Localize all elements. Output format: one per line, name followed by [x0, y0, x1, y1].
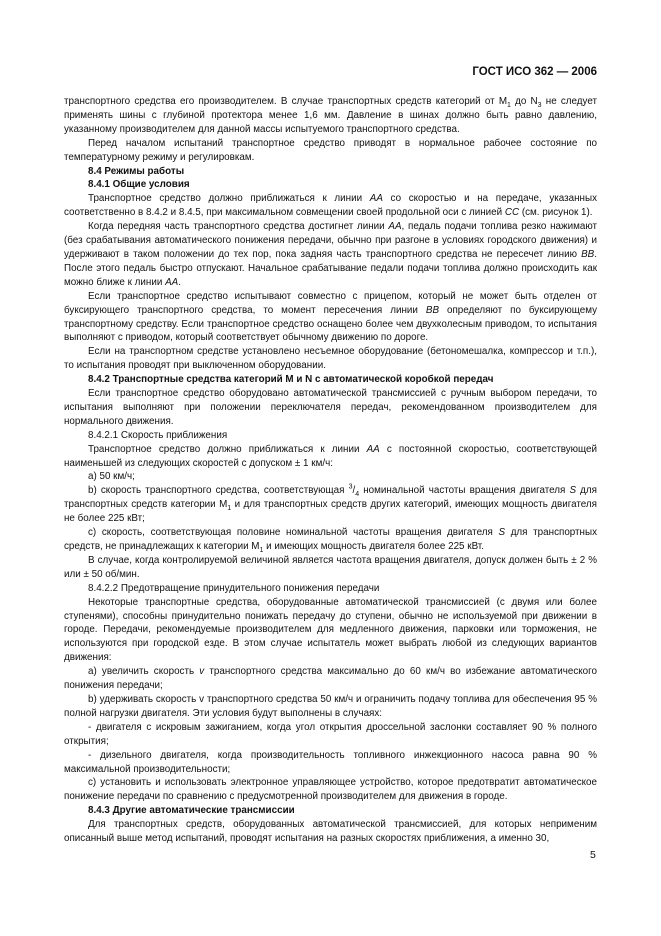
- line-label: CC: [504, 207, 520, 219]
- list-item-a: а) 50 км/ч;: [88, 471, 135, 483]
- line-label: BB: [581, 248, 595, 260]
- paragraph-manual-selection: Если транспортное средство оборудовано автоматической трансмиссией с ручным выбором передачи, то испытания выполняют при положении переключателя передач, рекомендованном производителем для нормального движения.: [64, 388, 597, 427]
- list-item-c: [64, 526, 597, 554]
- text: b) скорость транспортного средства, соответствующая: [88, 485, 349, 497]
- option-c: с) установить и использовать электронное управляющее устройство, которое предотвратит автоматическое понижение передачи по сравнению с предусмотренной производителем для движения в городе.: [64, 777, 597, 803]
- text: Транспортное средство должно приближаться к линии: [88, 193, 370, 205]
- text: Транспортное средство должно приближаться к линии: [88, 443, 367, 455]
- paragraph-trailer: [64, 290, 597, 346]
- line-label: AA: [369, 193, 383, 205]
- text: (см. рисунок 1).: [519, 207, 593, 219]
- page-header: ГОСТ ИСО 362 — 2006: [472, 66, 597, 78]
- text: а) увеличить скорость: [88, 666, 200, 678]
- option-a: [64, 665, 597, 693]
- text: со скоростью и на передаче, указанных соответственно в 8.4.2 и 8.4.5, при максимальном совмещении своей продольной оси с линией: [64, 193, 597, 219]
- paragraph-tolerance: В случае, когда контролируемой величиной является частота вращения двигателя, допуск должен быть ± 2 % или ± 50 об/мин.: [64, 554, 597, 580]
- subscript: 1: [259, 546, 264, 554]
- text: для транспортных средств, не принадлежащих к категории М: [64, 527, 597, 552]
- heading-8-4-3: 8.4.3 Другие автоматические трансмиссии: [88, 805, 295, 817]
- heading-8-4-1: 8.4.1 Общие условия: [88, 179, 190, 191]
- fraction-denominator: 4: [355, 491, 360, 499]
- text: номинальной частоты вращения двигателя: [359, 485, 570, 497]
- symbol: v: [199, 666, 205, 678]
- paragraph-pedal: [64, 220, 597, 290]
- subscript: 1: [507, 101, 511, 109]
- fraction-slash: /: [352, 485, 356, 497]
- text: Если транспортное средство испытывают совместно с прицепом, который не может быть отделен от буксирующего транспортного средства, то момент пересечения линии: [64, 290, 597, 316]
- fraction-numerator: 3: [348, 484, 353, 492]
- heading-8-4-2: 8.4.2 Транспортные средства категорий М и N с автоматической коробкой передач: [88, 374, 494, 386]
- list-item-b: [64, 484, 597, 526]
- text: не следует применять шины с глубиной протектора менее 1,6 мм. Давление в шинах должно быть равно давлению, указанному производителем для данной массы испытуемого транспортного средства.: [64, 96, 597, 135]
- page-content: [64, 95, 597, 846]
- subscript: 3: [537, 101, 542, 109]
- line-label: AA: [388, 221, 402, 233]
- subscript: 1: [227, 505, 232, 513]
- line-label: AA: [165, 276, 179, 288]
- paragraph-kickdown: Некоторые транспортные средства, оборудованные автоматической трансмиссией (с двумя или более ступенями), способны принудительно понижать передачу до ступени, обычно не используемой при движении в городе. Передачи, рекомендуемые производителем для медленного движения, парковки или торможения, не используются при городской езде. В этом случае испытатель может выбрать любой из следующих вариантов движения:: [64, 596, 597, 664]
- text: транспортного средства его производителем. В случае транспортных средств категорий от М: [64, 96, 508, 107]
- symbol: S: [498, 527, 506, 539]
- symbol: S: [569, 485, 577, 497]
- text: .: [178, 276, 181, 288]
- heading-8-4-2-1: 8.4.2.1 Скорость приближения: [88, 429, 228, 441]
- text: транспортного средства максимально до 60 км/ч во избежание автоматического понижения передачи;: [64, 666, 597, 692]
- paragraph-approach: [64, 192, 597, 220]
- text: . После этого педаль быстро отпускают. Начальное срабатывание педали подачи топлива должно происходить как можно ближе к линии: [64, 248, 597, 288]
- text: , педаль подачи топлива резко нажимают (без срабатывания автоматического понижения передачи, обычно при разгоне в условиях городского движения) и удерживают в таком положении до тех пор, пока задняя часть транспортного средства не пересечет линию: [64, 221, 597, 260]
- line-label: BB: [425, 304, 440, 316]
- paragraph-other-transmissions: Для транспортных средств, оборудованных автоматической трансмиссией, для которых неприменим описанный выше метод испытаний, проводят испытания на разных скоростях приближения, а именно 30,: [64, 819, 597, 845]
- text: и имеющих мощность двигателя более 225 кВт.: [263, 541, 484, 552]
- paragraph-preparation: Перед началом испытаний транспортное средство приводят в нормальное рабочее состояние по температурному режиму и регулировкам.: [64, 137, 597, 163]
- text: с) скорость, соответствующая половине номинальной частоты вращения двигателя: [88, 527, 499, 539]
- text: и для транспортных средств других категорий, имеющих мощность двигателя не более 225 кВт;: [64, 499, 597, 525]
- option-b-diesel: - дизельного двигателя, когда производительность топливного инжекционного насоса равна 90 % максимальной производительности;: [64, 749, 597, 775]
- option-b-spark-ignition: - двигателя с искровым зажиганием, когда угол открытия дроссельной заслонки составляет 90 % полного открытия;: [64, 721, 597, 747]
- paragraph-tires: [64, 95, 597, 137]
- text: с постоянной скоростью, соответствующей наименьшей из следующих скоростей с допуском ± 1 км/ч:: [64, 443, 597, 469]
- text: определяют по буксирующему транспортному средству. Если транспортное средство оснащено более чем двухколесным приводом, то испытания выполняют с приводом, который соответствует обычному движению по дороге.: [64, 304, 597, 344]
- page-number: 5: [590, 849, 596, 861]
- text: Когда передняя часть транспортного средства достигнет линии: [88, 221, 389, 233]
- text: до N: [510, 96, 538, 107]
- line-label: AA: [366, 443, 380, 455]
- heading-8-4-2-2: 8.4.2.2 Предотвращение принудительного понижения передачи: [88, 582, 380, 594]
- text: для транспортных средств категории М: [64, 485, 597, 511]
- paragraph-constant-speed: [64, 443, 597, 471]
- heading-8-4: 8.4 Режимы работы: [88, 165, 185, 177]
- paragraph-equipment: Если на транспортном средстве установлено несъемное оборудование (бетономешалка, компрессор и т.п.), то испытания проводят при выключенном оборудовании.: [64, 346, 597, 372]
- option-b: b) удерживать скорость v транспортного средства 50 км/ч и ограничить подачу топлива для обеспечения 95 % полной нагрузки двигателя. Эти условия будут выполнены в случаях:: [64, 693, 597, 719]
